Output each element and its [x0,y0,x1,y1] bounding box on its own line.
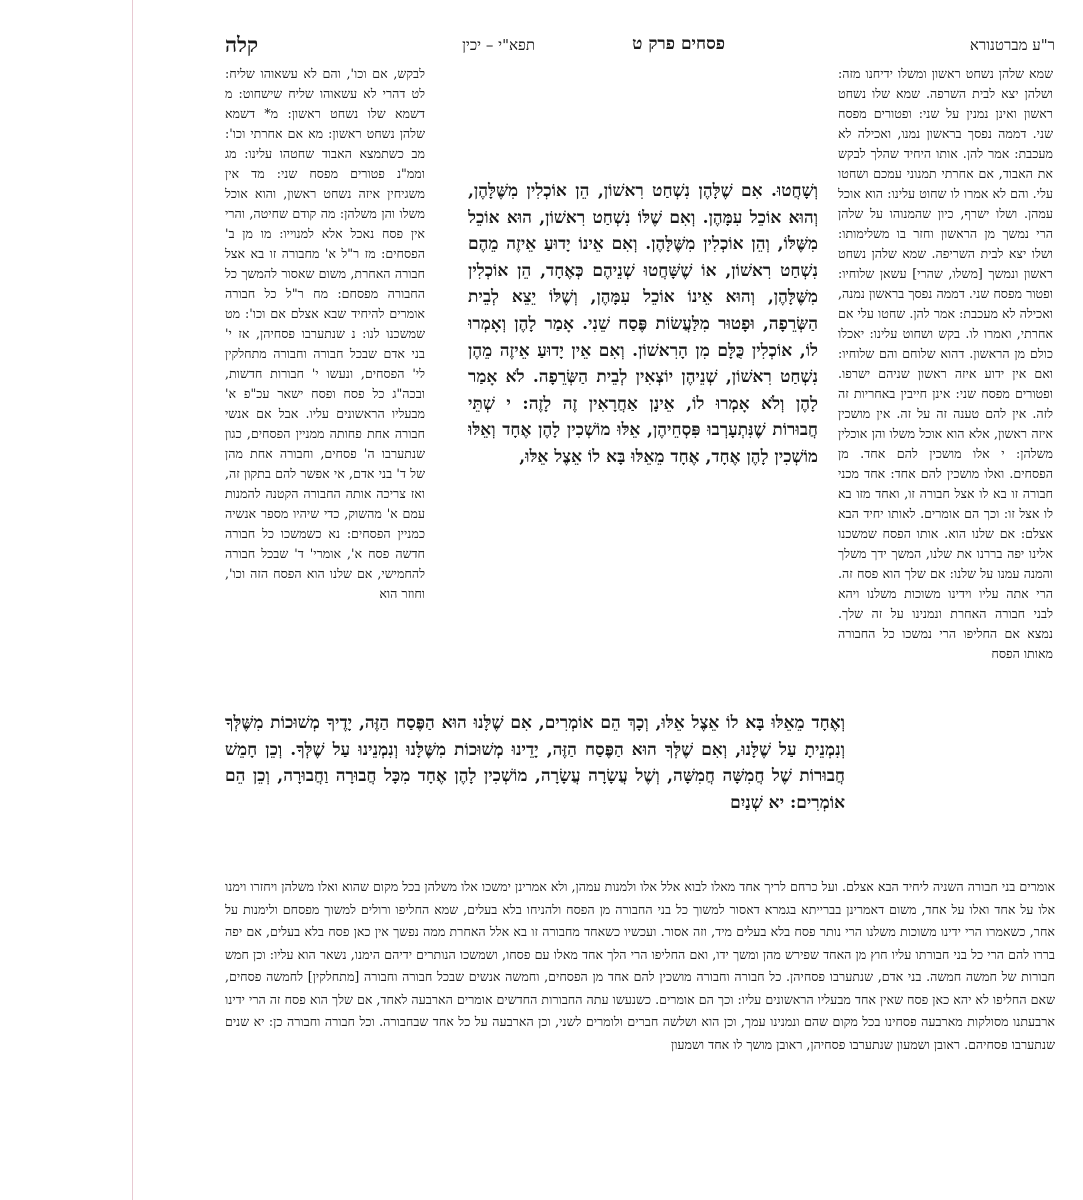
page-margin-line [132,0,133,1200]
page-number: קלה [225,32,259,57]
page-header [225,32,1055,56]
mishnah-text-wide [225,710,845,870]
tiferet-yisrael-commentary-column [225,64,425,700]
commentary-text: לבקש, אם וכו', והם לא עשאוהו שליח: לט דהרי לא עשאוהו שליח שישחוט: מ דשמא שלו נשחט ראשון: מ* דשמא שלהן נשחט ראשון: מא אם אחרתי וכו': מב כשתמצא האבוד שחטהו עלינו: מג וממ"נ פטורים מפסח שני: מד אין משגיחין איזה נשחט ראשון, והוא אוכל משלו והן משלהן: מה קודם שחיטה, והרי אין פסח נאכל אלא למנוייו: מו מן ב' הפסחים: מז ר"ל א' מחבורה זו בא אצל חבורה האחרת, משום שאסור להמשך כל החבורה מפסחם: מח ר"ל כל חבורה אומרים להיחיד שבא אצלם אם וכו': מט שמשכנו לנו: נ שנתערבו פסחיהן, אז י' בני אדם שבכל חבורה וחבורה מתחלקין לי' הפסחים, ונעשו י' חבורות חדשות, ובכה"ג כל פסח ופסח ישאר עכ"פ א' מבעליו הראשונים עליו. אבל אם אנשי חבורה אחת פחותה ממניין הפסחים, כגון שנתערבו ה' פסחים, וחבורה אחת מהן של ד' בני אדם, אי אפשר להם בתקון זה, ואז צריכה אותה החבורה הקטנה להמנות עמם א' מהשוק, כדי שיהיו מספר אנשיה כמניין הפסחים: נא כשמשכו כל חבורה חדשה פסח א', אומרי' ד' שבכל חבורה להחמישי, אם שלנו הוא הפסח הזה וכו', וחוזר הוא [225,66,425,601]
bottom-commentary [225,876,1055,1146]
commentary-title: ר"ע מברטנורא [969,36,1055,54]
mishnah-text: וְשָׁחֲטוּ. אִם שֶׁלָּהֶן נִשְׁחַט רִאשׁוֹן, הֵן אוֹכְלִין מִשֶּׁלָּהֶן, וְהוּא אוֹכֵל עִמָּהֶן. וְאִם שֶׁלּוֹ נִשְׁחַט רִאשׁוֹן, הוּא אוֹכֵל מִשֶּׁלּוֹ, וְהֵן אוֹכְלִין מִשֶּׁלָּהֶן. וְאִם אֵינוֹ יָדוּעַ אֵיזֶה מֵהֶם נִשְׁחַט רִאשׁוֹן, אוֹ שֶׁשָּׁחֲטוּ שְׁנֵיהֶם כְּאֶחָד, הֵן אוֹכְלִין מִשֶּׁלָּהֶן, וְהוּא אֵינוֹ אוֹכֵל עִמָּהֶן, וְשֶׁלּוֹ יֵצֵא לְבֵית הַשְּׂרֵפָה, וּפָטוּר מִלַּעֲשׂוֹת פֶּסַח שֵׁנִי. אָמַר לָהֶן וְאָמְרוּ לוֹ, אוֹכְלִין כֻּלָּם מִן הָרִאשׁוֹן. וְאִם אֵין יָדוּעַ אֵיזֶה מֵהֶן נִשְׁחַט רִאשׁוֹן, שְׁנֵיהֶן יוֹצְאִין לְבֵית הַשְּׂרֵפָה. לֹא אָמַר לָהֶן וְלֹא אָמְרוּ לוֹ, אֵינָן אַחֲרָאִין זֶה לָזֶה: י שְׁתֵּי חֲבוּרוֹת שֶׁנִּתְעָרְבוּ פִּסְחֵיהֶן, אֵלּוּ מוֹשְׁכִין לָהֶן אֶחָד וְאֵלּוּ מוֹשְׁכִין לָהֶן אֶחָד, אֶחָד מֵאֵלּוּ בָּא לוֹ אֵצֶל אֵלּוּ, [468,181,818,467]
tractate-chapter-title: פסחים פרק ט [632,34,725,54]
bartenura-commentary-column [838,64,1053,874]
mishnah-text: וְאֶחָד מֵאֵלּוּ בָּא לוֹ אֵצֶל אֵלּוּ, וְכָךְ הֵם אוֹמְרִים, אִם שֶׁלָּנוּ הוּא הַפֶּסַח הַזֶּה, יָדֶיךָ מְשׁוּכוֹת מִשֶּׁלְּךָ וְנִמְנֵיתָ עַל שֶׁלָּנוּ, וְאִם שֶׁלְּךָ הוּא הַפֶּסַח הַזֶּה, יָדֵינוּ מְשׁוּכוֹת מִשֶּׁלָּנוּ וְנִמְנֵינוּ עַל שֶׁלְּךָ. וְכֵן חָמֵשׁ חֲבוּרוֹת שֶׁל חֲמִשָּׁה חֲמִשָּׁה, וְשֶׁל עֲשָׂרָה עֲשָׂרָה, מוֹשְׁכִין לָהֶן אֶחָד מִכָּל חֲבוּרָה וַחֲבוּרָה, וְכֵן הֵם אוֹמְרִים: יא שְׁנַיִם [225,713,845,813]
commentary-text: שמא שלהן נשחט ראשון ומשלו ידיחנו מזה: ושלהן יצא לבית השרפה. שמא שלו נשחט ראשון ואינן נמנין על שני: ופטורים מפסח שני. דממה נפסך בראשון נמנו, ואכילה לא מעכבת: אמר להן. אותו היחיד שהלך לבקש את האבוד, אם אחרתי תמנוני עמכם ושחטו עלי. והם לא אמרו לו שחוט עלינו: הוא אוכל עמהן. ושלו ישרף, כיון שהמנוהו על שלהן הרי נמשך מן הראשון וחזר בו משלימותו: ושלו יצא לבית השריפה. שמא שלהן נשחט ראשון ונמשך [משלו, שהרי] עשאן שלוחיו: ופטור מפסח שני. דממה נפסך בראשון נמנה, ואכילה לא מעכבת: אמר להן. שחטו עלי אם אחרתי, ואמרו לו. בקש ושחוט עלינו: יאכלו כולם מן הראשון. דהוא שלוחם והם שלוחיו: ואם אין ידוע איזה ראשון שניהם ישרפו. ופטורים מפסח שני: אינן חייבין באחריות זה לזה. אין להם טענה זה על זה. אין מושכין איזה ראשון, אלא הוא אוכל משלו והן אוכלין משלהן: י אלו מושכין להם אחד. מן הפסחים. ואלו מושכין להם אחד: אחד מכני חבורה זו בא לו אצל חבורה זו, ואחד מזו בא לו אצל זו: וכך הם אומרים. לאותו יחיד הבא אצלם: אם שלנו הוא. אותו הפסח שמשכנו אלינו יפה בררנו את שלנו, המשך ידך משלך והמנה עמנו על שלנו: אם שלך הוא פסח זה. הרי אתה עליו וידינו משוכות משלנו ויהא לבני חבורה האחרת ונמנינו על זה שלך. נמצא אם החליפו הרי נמשכו כל החבורה מאותו הפסח [838,66,1053,661]
mishnah-text-column [468,178,818,710]
commentary-text: אומרים בני חבורה השניה ליחיד הבא אצלם. ועל כרחם לריך אחד מאלו לבוא אלל אלו ולמנות עמהן, ולא אמרינן ימשכו אלו משלהן בכל מקום שהוא ואלו משלהן ויחזרו וימנו אלו על אחד ואלו על אחד, משום דאמרינן בברייתא בגמרא דאסור למשוך כל בני החבורה מן הפסח ולהניחו בלא בעלים, שמא החליפו ורולים למשוך מפסחם ולימנות על אחר, כשאמרו הרי ידינו משוכות משלנו הרי נותר פסח בלא בעלים מיד, וזה אסור. ועכשיו כשאחד מחבורה זו בא אלל האחרת ממה נפשך אין כאן פסח בלא בעלים, אם יפה בררו להם הרי כל בני חבורתו עליו חוץ מן האחד שפירש מהן ומשך ידו, ואם החליפו הרי הלך אחד מאלו עם פסחו, ושמשכו הנותרים ידיהם הימנו, נשאר הוא עליו: וכן חמש חבורות של חמשה חמשה. בני אדם, שנתערבו פסחיהן. כל חבורה וחבורה מושכין להם אחד מן הפסחים, וחמשה אנשים שבכל חבורה וחבורה [מתחלקין] לחמשה פסחים, שאם החליפו לא יהא כאן פסח שאין אחד מבעליו הראשונים עליו: וכך הם אומרים. כשנעשו עתה החבורות החדשים אומרים הארבעה לאחד, אם שלך הוא פסח זה הרי ידינו ארבעתנו מסולקות מארבעה פסחינו בכל מקום שהם ונמנינו עמך, וכן הוא ושלשה חברים ולומרים לשני, וכן הארבעה על כל אחד שבחבורה. וכל חבורה וחבורה כן: יא שנים שנתערבו פסחיהם. ראובן ושמעון שנתערבו פסחיהן, ראובן מושך לו אחד ושמעון [225,879,1055,1052]
commentary-reference: תפא"י – יכין [462,36,535,54]
